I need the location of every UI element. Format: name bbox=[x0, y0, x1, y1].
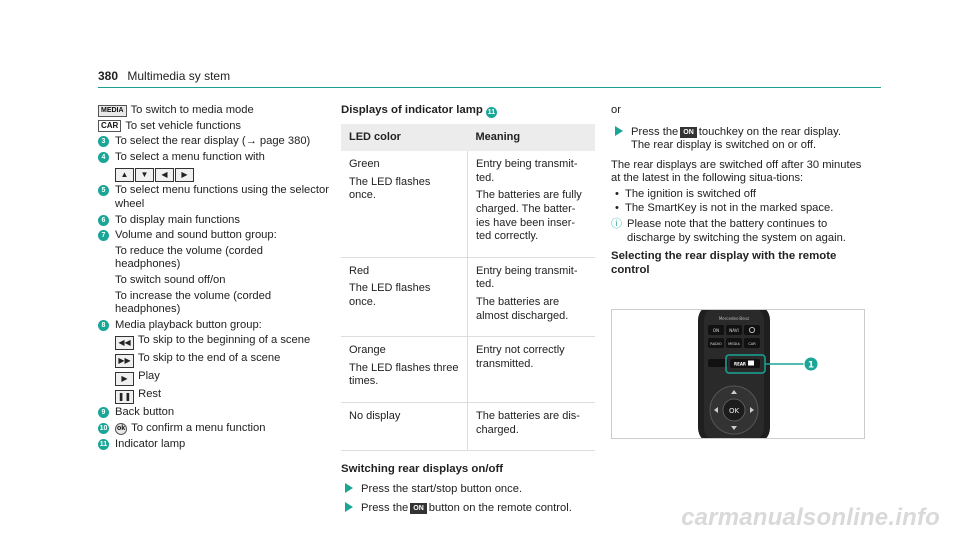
led-color-cell bbox=[341, 257, 468, 336]
key-navi-label: NAVI bbox=[729, 328, 739, 333]
led-color: Orange bbox=[349, 344, 386, 357]
skip-forward-text: To skip to the end of a scene bbox=[137, 352, 281, 365]
led-table-header bbox=[341, 124, 595, 152]
step-touchkey bbox=[611, 126, 866, 153]
media-line-4 bbox=[98, 388, 330, 404]
meaning-2: The batteries are almost discharged. bbox=[476, 295, 569, 322]
led-color-cell bbox=[341, 337, 468, 403]
step-2-text-a: Press the bbox=[361, 502, 409, 515]
arrow-keys bbox=[98, 166, 330, 182]
meaning-cell bbox=[468, 257, 596, 336]
column-controls bbox=[98, 104, 330, 453]
item-11-text: Indicator lamp bbox=[115, 437, 186, 450]
or-text: or bbox=[611, 104, 621, 116]
remote-control-figure bbox=[611, 309, 865, 439]
th-led-color: LED color bbox=[341, 124, 468, 152]
led-color: Red bbox=[349, 264, 370, 277]
column-indicator bbox=[341, 104, 595, 522]
led-flash: The LED flashes once. bbox=[349, 175, 431, 202]
key-car-label: CAR bbox=[748, 342, 756, 346]
item-9-text: Back button bbox=[115, 406, 175, 419]
on-key-icon: ON bbox=[410, 503, 427, 514]
pause-text: Rest bbox=[138, 388, 162, 401]
step-touchkey-a: Press the bbox=[631, 125, 679, 138]
meaning-1: Entry being transmit-ted. bbox=[476, 264, 578, 291]
car-row bbox=[98, 120, 330, 134]
callout-11: 11 bbox=[99, 440, 108, 448]
table-row bbox=[341, 402, 595, 450]
para-switch-off: The rear displays are switched off after 30 minutes at the latest in the following situa-tions: bbox=[611, 158, 862, 185]
step-arrow-icon bbox=[345, 483, 353, 493]
selecting-heading: Selecting the rear display with the remote control bbox=[611, 250, 837, 276]
led-color: No display bbox=[349, 409, 401, 422]
led-key bbox=[708, 359, 728, 367]
step-2-text-b: button on the remote control. bbox=[428, 502, 572, 515]
callout-heading-11: 11 bbox=[487, 109, 496, 116]
bullet-2-text: The SmartKey is not in the marked space. bbox=[625, 201, 834, 214]
section-title: Multimedia sy stem bbox=[127, 69, 231, 83]
item-6-text: To display main functions bbox=[115, 213, 240, 226]
callout-1-label: 1 bbox=[807, 360, 815, 371]
ok-icon: ok bbox=[115, 423, 127, 435]
item-7-text: Volume and sound button group: bbox=[115, 229, 277, 242]
play-text: Play bbox=[138, 370, 160, 383]
item-4-text: To select a menu function with bbox=[115, 150, 265, 163]
arrow-left-icon: ◀ bbox=[155, 168, 174, 182]
ok-label: OK bbox=[728, 407, 740, 415]
key-radio-label: RADIO bbox=[710, 342, 722, 346]
callout-5: 5 bbox=[98, 185, 109, 196]
key-rear-label: REAR bbox=[734, 361, 746, 367]
callout-7: 7 bbox=[98, 230, 109, 241]
meaning-1: Entry being transmit-ted. bbox=[476, 158, 578, 184]
pause-icon: ❚❚ bbox=[115, 390, 134, 404]
meaning-1: The batteries are dis-charged. bbox=[476, 409, 580, 436]
led-color-cell bbox=[341, 151, 468, 257]
led-table bbox=[341, 124, 595, 452]
bullet-1 bbox=[611, 188, 866, 202]
item-10-text: To confirm a menu function bbox=[131, 421, 266, 434]
volume-line-1: To reduce the volume (corded headphones) bbox=[115, 244, 264, 271]
callout-10: 10 bbox=[99, 424, 108, 432]
table-row bbox=[341, 151, 595, 257]
info-icon: ⓘ bbox=[611, 218, 622, 231]
remote-control-illustration bbox=[612, 310, 864, 438]
bullet-2 bbox=[611, 202, 866, 216]
step-arrow-icon bbox=[615, 126, 623, 136]
item-3 bbox=[98, 135, 330, 149]
step-result: The rear display is switched on or off. bbox=[631, 139, 817, 152]
callout-8: 8 bbox=[98, 320, 109, 331]
brand-text: Mercedes-Benz bbox=[718, 316, 750, 321]
car-text: To set vehicle functions bbox=[125, 119, 242, 132]
item-7 bbox=[98, 229, 330, 243]
volume-line-3: To increase the volume (corded headphones) bbox=[115, 289, 272, 316]
step-arrow-icon bbox=[345, 502, 353, 512]
callout-4: 4 bbox=[98, 152, 109, 163]
bullet-icon: • bbox=[615, 187, 619, 200]
led-flash: The LED flashes once. bbox=[349, 282, 431, 308]
media-text: To switch to media mode bbox=[130, 104, 254, 116]
step-1 bbox=[341, 483, 595, 497]
step-touchkey-b: touchkey on the rear display. bbox=[698, 125, 841, 138]
meaning-cell bbox=[468, 402, 596, 450]
media-line-2 bbox=[98, 352, 330, 368]
table-row bbox=[341, 257, 595, 336]
on-key-icon: ON bbox=[680, 127, 697, 138]
switch-heading: Switching rear displays on/off bbox=[341, 463, 504, 476]
indicator-heading bbox=[341, 104, 595, 118]
item-3-text: To select the rear display (→ page 380) bbox=[115, 135, 311, 148]
key-on-label: ON bbox=[712, 328, 720, 333]
skip-back-text: To skip to the beginning of a scene bbox=[137, 334, 311, 347]
item-8 bbox=[98, 319, 330, 333]
item-4 bbox=[98, 151, 330, 165]
meaning-cell bbox=[468, 151, 596, 257]
item-6 bbox=[98, 214, 330, 228]
table-row bbox=[341, 337, 595, 403]
note bbox=[611, 218, 866, 245]
key-settings bbox=[744, 325, 760, 335]
item-11 bbox=[98, 438, 330, 452]
item-9 bbox=[98, 406, 330, 420]
media-key-icon: MEDIA bbox=[98, 105, 127, 117]
item-10 bbox=[98, 422, 330, 436]
page-header bbox=[98, 70, 230, 84]
header-rule bbox=[98, 87, 881, 88]
bullet-1-text: The ignition is switched off bbox=[625, 187, 757, 200]
media-line-3 bbox=[98, 370, 330, 386]
skip-back-icon: ◀◀ bbox=[115, 336, 134, 350]
th-meaning: Meaning bbox=[468, 124, 596, 152]
rear-badge-icon bbox=[748, 361, 754, 366]
callout-9: 9 bbox=[98, 407, 109, 418]
column-rear-display bbox=[611, 104, 866, 284]
item-8-text: Media playback button group: bbox=[115, 318, 262, 331]
step-1-text: Press the start/stop button once. bbox=[361, 482, 523, 495]
item-5 bbox=[98, 184, 330, 211]
watermark-text: carmanualsonline.info bbox=[681, 504, 940, 532]
arrow-up-icon: ▲ bbox=[115, 168, 134, 182]
meaning-2: The batteries are fully charged. The batter-ies have been inser-ted correctly. bbox=[476, 189, 582, 243]
note-text: Please note that the battery continues to discharge by switching the system on again. bbox=[627, 218, 846, 244]
bullet-icon: • bbox=[615, 201, 619, 214]
meaning-1: Entry not correctly transmitted. bbox=[476, 344, 565, 370]
led-flash: The LED flashes three times. bbox=[349, 361, 459, 388]
volume-line-2: To switch sound off/on bbox=[115, 273, 226, 286]
media-line-1 bbox=[98, 334, 330, 350]
led-color-cell bbox=[341, 402, 468, 450]
meaning-cell bbox=[468, 337, 596, 403]
item-5-text: To select menu functions using the selector wheel bbox=[115, 184, 329, 210]
callout-3: 3 bbox=[98, 136, 109, 147]
page-number: 380 bbox=[98, 69, 119, 83]
arrow-right-icon: ▶ bbox=[175, 168, 194, 182]
skip-forward-icon: ▶▶ bbox=[115, 354, 134, 368]
led-color: Green bbox=[349, 158, 380, 171]
step-2 bbox=[341, 502, 595, 516]
callout-6: 6 bbox=[98, 215, 109, 226]
play-icon: ▶ bbox=[115, 372, 134, 386]
arrow-down-icon: ▼ bbox=[135, 168, 154, 182]
indicator-heading-text: Displays of indicator lamp bbox=[341, 104, 483, 116]
key-media-label: MEDIA bbox=[728, 342, 740, 346]
media-row bbox=[98, 104, 330, 118]
car-key-icon: CAR bbox=[98, 120, 121, 132]
